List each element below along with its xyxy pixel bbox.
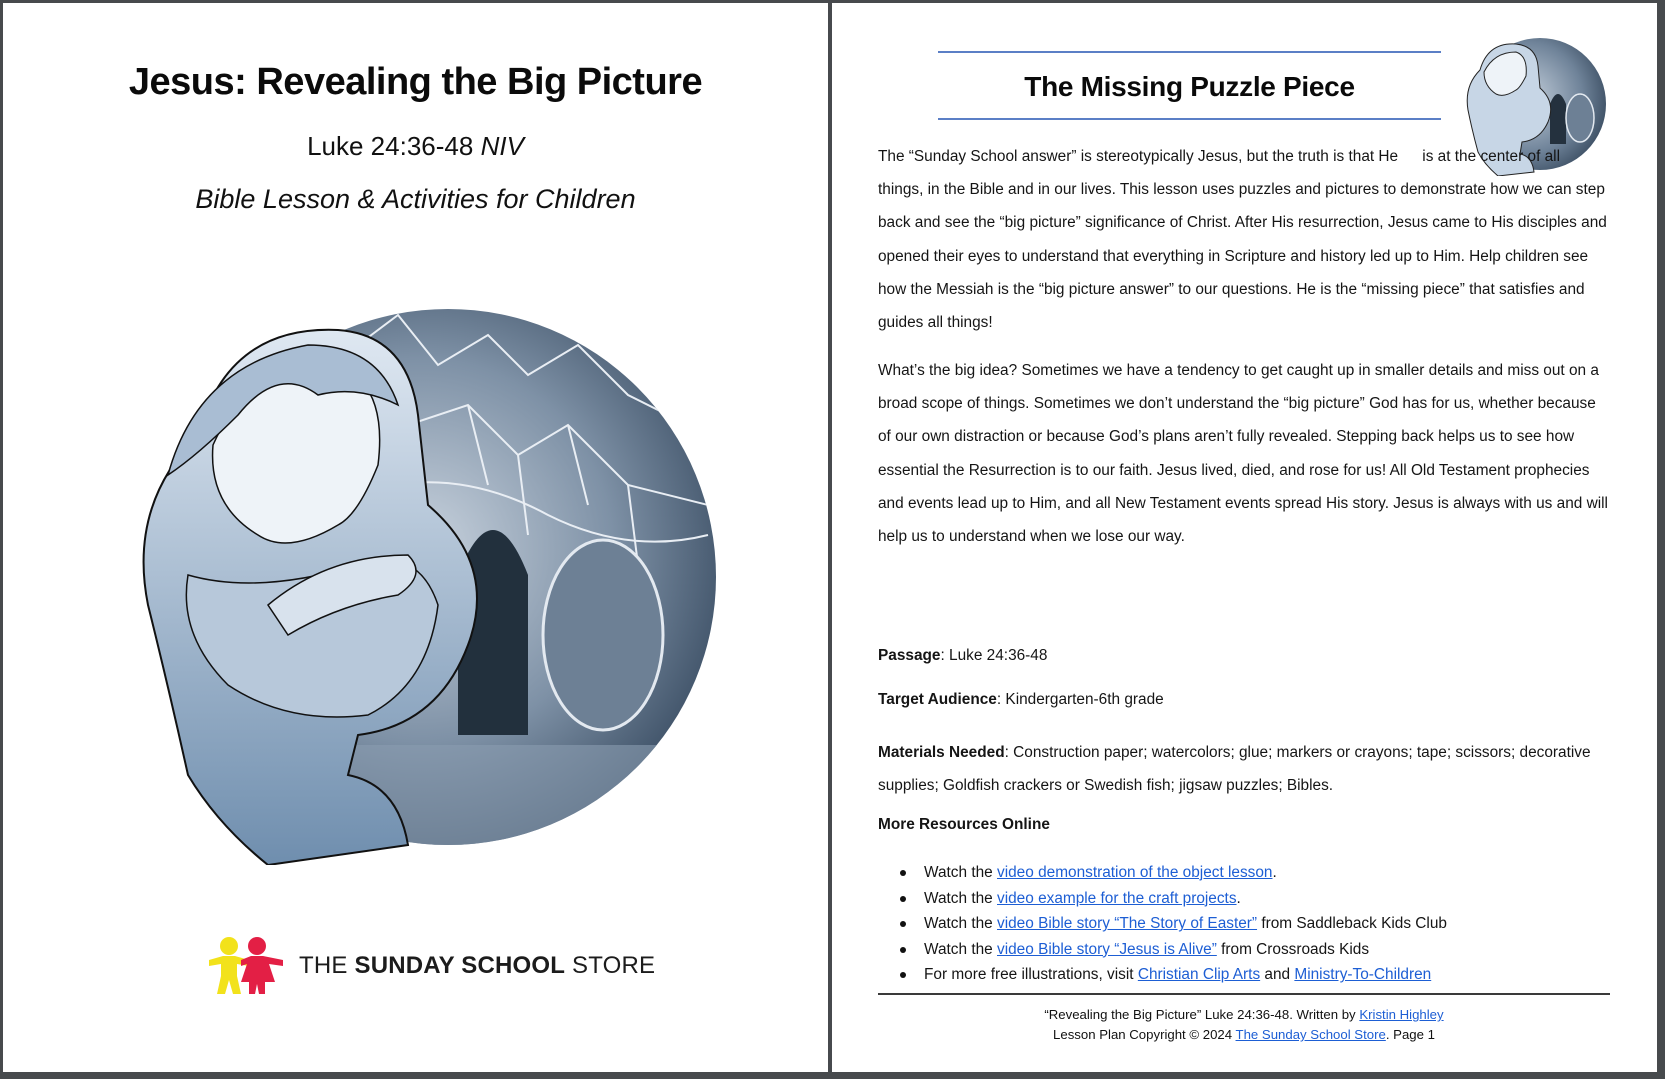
paper-dolls-icon (207, 936, 285, 996)
list-item (898, 886, 1618, 912)
christian-clip-arts-link[interactable]: Christian Clip Arts (1137, 966, 1261, 984)
materials-label: Materials Needed (878, 744, 1005, 761)
intro-first-line: The “Sunday School answer” is stereotypically Jesus, but the truth is that He (878, 148, 1399, 165)
title-rule-top (938, 51, 1441, 53)
bullet-icon (900, 972, 906, 978)
bullet-icon (900, 921, 906, 927)
page-number: . Page 1 (1385, 1027, 1435, 1042)
passage-value: : Luke 24:36-48 (940, 647, 1048, 664)
store-link[interactable]: The Sunday School Store (1235, 1027, 1386, 1042)
copyright-text: Lesson Plan Copyright © 2024 (1053, 1027, 1236, 1042)
craft-video-link[interactable]: video example for the craft projects (997, 889, 1237, 907)
jesus-tomb-illustration (108, 305, 720, 865)
materials-line (878, 736, 1608, 802)
author-link[interactable]: Kristin Highley (1359, 1007, 1444, 1022)
list-item (898, 962, 1618, 988)
list-item (898, 860, 1618, 886)
materials-value: : Construction paper; watercolors; glue; markers or crayons; tape; scissors; decorative supplies; Goldfish crackers or Swedish fish; jigsaw puzzles; Bibles. (878, 744, 1591, 794)
audience-value: : Kindergarten-6th grade (996, 691, 1164, 708)
sunday-school-store-logo (207, 935, 655, 997)
big-idea-paragraph: What’s the big idea? Sometimes we have a tendency to get caught up in smaller details and miss out on a broad scope of things. Sometimes we don’t understand the “big picture” God has for us, whether because of our own distraction or because God’s plans aren’t fully revealed. Stepping back helps us to see how essential the Resurrection is to our faith. Jesus lived, died, and rose for us! All Old Testament prophecies and events lead up to Him, and all New Testament events spread His story. Jesus is always with us and will help us to understand when we lose our way. (878, 362, 1608, 546)
cover-subtitle: Bible Lesson & Activities for Children (195, 184, 636, 214)
lesson-page (832, 3, 1657, 1072)
bullet-icon (900, 870, 906, 876)
audience-label: Target Audience (878, 691, 997, 708)
item-text: Watch the (924, 864, 997, 881)
scripture-reference (3, 131, 828, 162)
item-text: . (1236, 889, 1241, 907)
item-text: Watch the (924, 940, 997, 958)
story-of-easter-link[interactable]: video Bible story “The Story of Easter” (997, 915, 1258, 933)
translation-label: NIV (480, 131, 524, 161)
title-rule-bottom (938, 118, 1441, 120)
logo-prefix: THE (299, 952, 348, 979)
item-text: from Crossroads Kids (1216, 940, 1370, 958)
jesus-is-alive-link[interactable]: video Bible story “Jesus is Alive” (997, 940, 1217, 958)
cover-page (3, 3, 828, 1072)
cover-title: Jesus: Revealing the Big Picture (128, 61, 703, 103)
intro-paragraph (878, 140, 1608, 339)
logo-suffix: STORE (572, 952, 656, 979)
logo-bold: SUNDAY SCHOOL (354, 952, 566, 979)
passage-label: Passage (878, 647, 941, 664)
footer-rule (878, 993, 1610, 995)
object-lesson-video-link[interactable]: video demonstration of the object lesson (997, 864, 1273, 881)
more-resources-heading: More Resources Online (878, 816, 1050, 833)
item-text: Watch the (924, 889, 997, 907)
item-text: from Saddleback Kids Club (1257, 915, 1447, 933)
bullet-icon (900, 947, 906, 953)
item-text: . (1272, 864, 1277, 881)
item-text: and (1260, 966, 1295, 984)
footer-credit-text: “Revealing the Big Picture” Luke 24:36-48. Written by (1044, 1007, 1360, 1022)
footer-credit (878, 1007, 1610, 1022)
audience-line (878, 691, 1608, 709)
intro-rest: is at the center of all things, in the Bible and in our lives. This lesson uses puzzles and pictures to demonstrate how we can step back and see the “big picture” significance of Christ. After His resurrection, Jesus came to His disciples and opened their eyes to understand that everything in Scripture and history led up to Him. Help children see how the Messiah is the “big picture answer” to our questions. He is the “missing piece” that satisfies and guides all things! (878, 148, 1607, 332)
reference-text: Luke 24:36-48 (307, 131, 474, 161)
resources-list (898, 860, 1618, 988)
passage-line (878, 647, 1608, 665)
list-item (898, 937, 1618, 963)
item-text: For more free illustrations, visit (924, 966, 1138, 984)
list-item (898, 911, 1618, 937)
section-title: The Missing Puzzle Piece (1024, 71, 1355, 102)
logo-wordmark (299, 952, 655, 980)
ministry-to-children-link[interactable]: Ministry-To-Children (1294, 966, 1432, 984)
bullet-icon (900, 896, 906, 902)
item-text: Watch the (924, 915, 997, 933)
footer-copyright (878, 1027, 1610, 1042)
